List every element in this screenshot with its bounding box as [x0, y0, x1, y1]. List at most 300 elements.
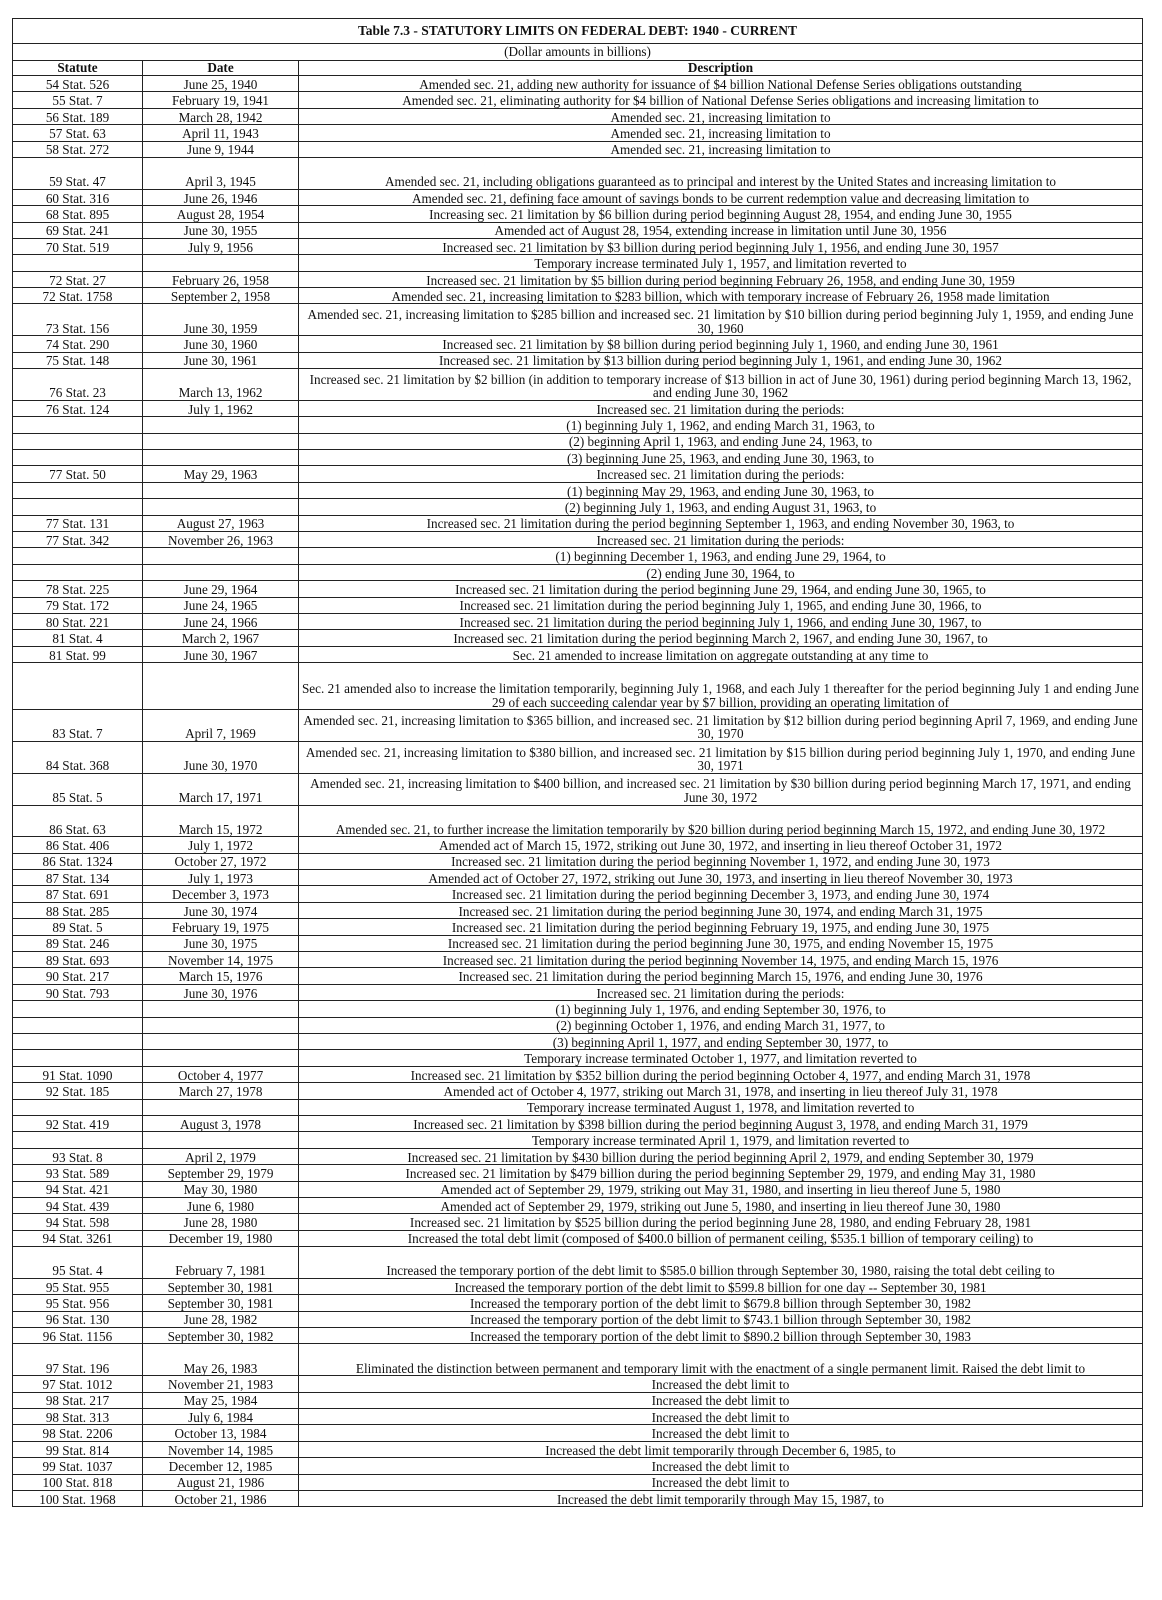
date-cell: May 26, 1983	[143, 1344, 299, 1376]
statute-cell	[13, 1017, 143, 1033]
description-cell: (2) beginning April 1, 1963, and ending June 24, 1963, to	[299, 433, 1143, 449]
table-row	[13, 1376, 1143, 1392]
statute-cell: 96 Stat. 130	[13, 1311, 143, 1327]
date-cell: July 1, 1962	[143, 400, 299, 416]
date-cell: March 15, 1972	[143, 805, 299, 837]
statute-cell: 95 Stat. 956	[13, 1295, 143, 1311]
date-cell: June 28, 1980	[143, 1214, 299, 1230]
description-cell: Increased sec. 21 limitation during the period beginning September 1, 1963, and ending November 30, 1963, to	[299, 515, 1143, 531]
statute-cell: 56 Stat. 189	[13, 108, 143, 124]
date-cell: April 2, 1979	[143, 1148, 299, 1164]
table-row	[13, 548, 1143, 564]
table-row	[13, 1099, 1143, 1115]
statute-cell	[13, 663, 143, 710]
column-header-statute: Statute	[13, 61, 143, 76]
statute-cell: 59 Stat. 47	[13, 157, 143, 189]
table-row	[13, 1066, 1143, 1082]
date-cell: June 30, 1976	[143, 984, 299, 1000]
table-row	[13, 1050, 1143, 1066]
date-cell: November 21, 1983	[143, 1376, 299, 1392]
statute-cell: 94 Stat. 439	[13, 1197, 143, 1213]
table-row	[13, 1328, 1143, 1344]
description-cell: Temporary increase terminated April 1, 1979, and limitation reverted to	[299, 1132, 1143, 1148]
description-cell: Increased the debt limit to	[299, 1376, 1143, 1392]
table-row	[13, 1311, 1143, 1327]
date-cell: March 27, 1978	[143, 1083, 299, 1099]
date-cell: December 12, 1985	[143, 1458, 299, 1474]
table-row	[13, 564, 1143, 580]
table-row	[13, 663, 1143, 710]
table-row	[13, 1474, 1143, 1490]
table-row	[13, 450, 1143, 466]
statute-cell: 90 Stat. 793	[13, 984, 143, 1000]
description-cell: Increased sec. 21 limitation during the period beginning June 30, 1974, and ending March 31, 1975	[299, 902, 1143, 918]
statute-cell	[13, 1099, 143, 1115]
table-row	[13, 417, 1143, 433]
statute-cell: 57 Stat. 63	[13, 125, 143, 141]
table-row	[13, 1392, 1143, 1408]
date-cell: September 2, 1958	[143, 288, 299, 304]
date-cell: September 30, 1982	[143, 1328, 299, 1344]
description-cell: Increased the debt limit temporarily through December 6, 1985, to	[299, 1441, 1143, 1457]
table-row	[13, 499, 1143, 515]
date-cell: June 30, 1959	[143, 304, 299, 336]
statute-cell: 79 Stat. 172	[13, 597, 143, 613]
statute-cell: 84 Stat. 368	[13, 741, 143, 773]
table-row	[13, 304, 1143, 336]
description-cell: Amended sec. 21, including obligations guaranteed as to principal and interest by the United States and increasing limitation to	[299, 157, 1143, 189]
date-cell: November 26, 1963	[143, 531, 299, 547]
table-row	[13, 466, 1143, 482]
description-cell: Increased sec. 21 limitation during the period beginning July 1, 1966, and ending June 30, 1967, to	[299, 613, 1143, 629]
date-cell: August 28, 1954	[143, 206, 299, 222]
date-cell: September 30, 1981	[143, 1295, 299, 1311]
table-row	[13, 805, 1143, 837]
description-cell: Increased sec. 21 limitation by $5 billion during period beginning February 26, 1958, and ending June 30, 1959	[299, 271, 1143, 287]
date-cell: August 27, 1963	[143, 515, 299, 531]
table-row	[13, 206, 1143, 222]
statute-cell: 98 Stat. 217	[13, 1392, 143, 1408]
description-cell: Increased sec. 21 limitation by $430 billion during the period beginning April 2, 1979, and ending September 30, 1979	[299, 1148, 1143, 1164]
statute-cell	[13, 1050, 143, 1066]
statute-cell: 73 Stat. 156	[13, 304, 143, 336]
table-row	[13, 515, 1143, 531]
date-cell: November 14, 1975	[143, 952, 299, 968]
date-cell	[143, 433, 299, 449]
date-cell	[143, 1050, 299, 1066]
description-cell: Increased the debt limit to	[299, 1474, 1143, 1490]
description-cell: Increased sec. 21 limitation by $3 billion during period beginning July 1, 1956, and ending June 30, 1957	[299, 238, 1143, 254]
date-cell: April 3, 1945	[143, 157, 299, 189]
statute-cell: 77 Stat. 342	[13, 531, 143, 547]
statute-cell: 94 Stat. 421	[13, 1181, 143, 1197]
column-header-date: Date	[143, 61, 299, 76]
statute-cell	[13, 433, 143, 449]
date-cell: July 1, 1973	[143, 870, 299, 886]
statute-cell: 95 Stat. 4	[13, 1247, 143, 1279]
statute-cell: 93 Stat. 8	[13, 1148, 143, 1164]
statute-cell: 87 Stat. 691	[13, 886, 143, 902]
table-row	[13, 271, 1143, 287]
date-cell	[143, 1017, 299, 1033]
statute-cell: 89 Stat. 5	[13, 919, 143, 935]
description-cell: (2) beginning October 1, 1976, and ending March 31, 1977, to	[299, 1017, 1143, 1033]
statute-cell	[13, 548, 143, 564]
statute-cell: 100 Stat. 1968	[13, 1490, 143, 1506]
date-cell: July 9, 1956	[143, 238, 299, 254]
description-cell: Increased the temporary portion of the debt limit to $679.8 billion through September 30, 1982	[299, 1295, 1143, 1311]
statute-cell: 85 Stat. 5	[13, 773, 143, 805]
description-cell: (1) beginning May 29, 1963, and ending June 30, 1963, to	[299, 482, 1143, 498]
document-page	[12, 18, 1142, 1507]
statute-cell: 94 Stat. 598	[13, 1214, 143, 1230]
date-cell: June 9, 1944	[143, 141, 299, 157]
description-cell: Increased sec. 21 limitation during the period beginning July 1, 1965, and ending June 30, 1966, to	[299, 597, 1143, 613]
statute-cell: 93 Stat. 589	[13, 1165, 143, 1181]
description-cell: Increased the temporary portion of the debt limit to $890.2 billion through September 30, 1983	[299, 1328, 1143, 1344]
statute-cell: 81 Stat. 99	[13, 646, 143, 662]
statute-cell	[13, 482, 143, 498]
date-cell: February 19, 1975	[143, 919, 299, 935]
description-cell: Amended act of September 29, 1979, striking out June 5, 1980, and inserting in lieu thereof June 30, 1980	[299, 1197, 1143, 1213]
statute-cell	[13, 499, 143, 515]
table-row	[13, 76, 1143, 92]
date-cell: March 15, 1976	[143, 968, 299, 984]
description-cell: Increased the total debt limit (composed of $400.0 billion of permanent ceiling, $535.1 billion of temporary ceiling) to	[299, 1230, 1143, 1246]
description-cell: Increased sec. 21 limitation during the periods:	[299, 466, 1143, 482]
table-row	[13, 1441, 1143, 1457]
description-cell: Sec. 21 amended also to increase the limitation temporarily, beginning July 1, 1968, and each July 1 thereafter for the period beginning July 1 and ending June 29 of each succeeding calendar year by $7 billion, providing an operating limitation of	[299, 663, 1143, 710]
statute-cell	[13, 417, 143, 433]
statute-cell: 87 Stat. 134	[13, 870, 143, 886]
date-cell: June 24, 1965	[143, 597, 299, 613]
statute-cell: 54 Stat. 526	[13, 76, 143, 92]
date-cell: July 1, 1972	[143, 837, 299, 853]
statute-cell: 60 Stat. 316	[13, 189, 143, 205]
statute-cell	[13, 1132, 143, 1148]
description-cell: (2) beginning July 1, 1963, and ending August 31, 1963, to	[299, 499, 1143, 515]
date-cell: March 2, 1967	[143, 630, 299, 646]
table-row	[13, 255, 1143, 271]
table-row	[13, 1197, 1143, 1213]
table-row	[13, 1017, 1143, 1033]
table-row	[13, 189, 1143, 205]
description-cell: Increased sec. 21 limitation by $8 billion during period beginning July 1, 1960, and ending June 30, 1961	[299, 336, 1143, 352]
table-row	[13, 1165, 1143, 1181]
description-cell: Amended sec. 21, eliminating authority for $4 billion of National Defense Series obligations and increasing limitation to	[299, 92, 1143, 108]
table-row	[13, 1115, 1143, 1131]
description-cell: Amended sec. 21, increasing limitation to	[299, 125, 1143, 141]
column-header-description: Description	[299, 61, 1143, 76]
description-cell: Amended act of August 28, 1954, extending increase in limitation until June 30, 1956	[299, 222, 1143, 238]
description-cell: (1) beginning July 1, 1962, and ending March 31, 1963, to	[299, 417, 1143, 433]
statute-cell: 75 Stat. 148	[13, 352, 143, 368]
statute-cell: 94 Stat. 3261	[13, 1230, 143, 1246]
table-body	[13, 76, 1143, 1507]
statute-cell: 96 Stat. 1156	[13, 1328, 143, 1344]
description-cell: Amended sec. 21, adding new authority for issuance of $4 billion National Defense Series obligations outstanding	[299, 76, 1143, 92]
description-cell: Increased the debt limit to	[299, 1409, 1143, 1425]
table-row	[13, 1132, 1143, 1148]
statute-cell: 99 Stat. 1037	[13, 1458, 143, 1474]
description-cell: Increased the debt limit temporarily through May 15, 1987, to	[299, 1490, 1143, 1506]
statute-cell	[13, 255, 143, 271]
description-cell: Amended sec. 21, increasing limitation to	[299, 141, 1143, 157]
description-cell: Increased the debt limit to	[299, 1425, 1143, 1441]
date-cell: June 30, 1970	[143, 741, 299, 773]
date-cell: December 3, 1973	[143, 886, 299, 902]
description-cell: (1) beginning July 1, 1976, and ending September 30, 1976, to	[299, 1001, 1143, 1017]
description-cell: Increased the debt limit to	[299, 1458, 1143, 1474]
table-row	[13, 157, 1143, 189]
date-cell: April 7, 1969	[143, 710, 299, 742]
date-cell: May 29, 1963	[143, 466, 299, 482]
table-row	[13, 952, 1143, 968]
table-title: Table 7.3 - STATUTORY LIMITS ON FEDERAL DEBT: 1940 - CURRENT	[13, 19, 1143, 44]
date-cell	[143, 1132, 299, 1148]
date-cell: September 30, 1981	[143, 1278, 299, 1294]
statute-cell: 78 Stat. 225	[13, 581, 143, 597]
statute-cell: 95 Stat. 955	[13, 1278, 143, 1294]
description-cell: Amended sec. 21, increasing limitation to	[299, 108, 1143, 124]
description-cell: (3) beginning April 1, 1977, and ending September 30, 1977, to	[299, 1033, 1143, 1049]
statute-cell: 72 Stat. 27	[13, 271, 143, 287]
table-row	[13, 125, 1143, 141]
table-row	[13, 1247, 1143, 1279]
statute-cell: 77 Stat. 50	[13, 466, 143, 482]
date-cell	[143, 564, 299, 580]
table-row	[13, 1214, 1143, 1230]
date-cell: February 7, 1981	[143, 1247, 299, 1279]
description-cell: Increased sec. 21 limitation by $398 billion during the period beginning August 3, 1978, and ending March 31, 1979	[299, 1115, 1143, 1131]
date-cell: June 24, 1966	[143, 613, 299, 629]
statute-cell: 92 Stat. 419	[13, 1115, 143, 1131]
table-row	[13, 1409, 1143, 1425]
date-cell: October 4, 1977	[143, 1066, 299, 1082]
table-row	[13, 581, 1143, 597]
table-row	[13, 613, 1143, 629]
table-row	[13, 1230, 1143, 1246]
statute-cell: 58 Stat. 272	[13, 141, 143, 157]
description-cell: Increased the temporary portion of the debt limit to $585.0 billion through September 30, 1980, raising the total debt ceiling to	[299, 1247, 1143, 1279]
date-cell: May 25, 1984	[143, 1392, 299, 1408]
description-cell: Increased sec. 21 limitation during the periods:	[299, 531, 1143, 547]
statute-cell: 76 Stat. 23	[13, 369, 143, 401]
date-cell: November 14, 1985	[143, 1441, 299, 1457]
statute-cell: 72 Stat. 1758	[13, 288, 143, 304]
statute-cell: 90 Stat. 217	[13, 968, 143, 984]
statute-cell: 89 Stat. 246	[13, 935, 143, 951]
description-cell: Increased sec. 21 limitation during the periods:	[299, 400, 1143, 416]
date-cell: May 30, 1980	[143, 1181, 299, 1197]
table-row	[13, 741, 1143, 773]
table-row	[13, 1490, 1143, 1506]
date-cell: June 6, 1980	[143, 1197, 299, 1213]
table-row	[13, 288, 1143, 304]
table-row	[13, 531, 1143, 547]
description-cell: Increased sec. 21 limitation during the period beginning February 19, 1975, and ending June 30, 1975	[299, 919, 1143, 935]
date-cell: August 3, 1978	[143, 1115, 299, 1131]
description-cell: Increased sec. 21 limitation during the period beginning March 15, 1976, and ending June 30, 1976	[299, 968, 1143, 984]
table-row	[13, 336, 1143, 352]
date-cell	[143, 499, 299, 515]
date-cell: June 30, 1975	[143, 935, 299, 951]
date-cell: June 30, 1955	[143, 222, 299, 238]
description-cell: Amended act of March 15, 1972, striking out June 30, 1972, and inserting in lieu thereof October 31, 1972	[299, 837, 1143, 853]
table-row	[13, 886, 1143, 902]
table-row	[13, 773, 1143, 805]
date-cell: October 13, 1984	[143, 1425, 299, 1441]
table-row	[13, 597, 1143, 613]
date-cell: December 19, 1980	[143, 1230, 299, 1246]
description-cell: Amended sec. 21, increasing limitation to $365 billion, and increased sec. 21 limitation by $12 billion during period beginning April 7, 1969, and ending June 30, 1970	[299, 710, 1143, 742]
description-cell: Increased sec. 21 limitation by $352 billion during the period beginning October 4, 1977, and ending March 31, 1978	[299, 1066, 1143, 1082]
statute-cell: 97 Stat. 196	[13, 1344, 143, 1376]
statute-cell: 77 Stat. 131	[13, 515, 143, 531]
table-row	[13, 646, 1143, 662]
date-cell	[143, 1099, 299, 1115]
description-cell: Increased sec. 21 limitation by $2 billion (in addition to temporary increase of $13 billion in act of June 30, 1961) during period beginning March 13, 1962, and ending June 30, 1962	[299, 369, 1143, 401]
date-cell	[143, 255, 299, 271]
statute-cell: 86 Stat. 1324	[13, 853, 143, 869]
date-cell: September 29, 1979	[143, 1165, 299, 1181]
table-row	[13, 1425, 1143, 1441]
table-row	[13, 902, 1143, 918]
date-cell: October 21, 1986	[143, 1490, 299, 1506]
date-cell: June 30, 1960	[143, 336, 299, 352]
date-cell: March 28, 1942	[143, 108, 299, 124]
statute-cell	[13, 1001, 143, 1017]
description-cell: Increased sec. 21 limitation during the period beginning June 29, 1964, and ending June 30, 1965, to	[299, 581, 1143, 597]
date-cell: June 30, 1961	[143, 352, 299, 368]
statute-cell: 99 Stat. 814	[13, 1441, 143, 1457]
table-row	[13, 1148, 1143, 1164]
description-cell: Increased the temporary portion of the debt limit to $599.8 billion for one day -- September 30, 1981	[299, 1278, 1143, 1294]
date-cell: June 29, 1964	[143, 581, 299, 597]
statute-cell: 74 Stat. 290	[13, 336, 143, 352]
description-cell: (2) ending June 30, 1964, to	[299, 564, 1143, 580]
description-cell: Increased the debt limit to	[299, 1392, 1143, 1408]
table-row	[13, 1278, 1143, 1294]
description-cell: Increased sec. 21 limitation by $525 billion during the period beginning June 28, 1980, and ending February 28, 1981	[299, 1214, 1143, 1230]
statute-cell: 86 Stat. 63	[13, 805, 143, 837]
description-cell: Increased sec. 21 limitation by $13 billion during period beginning July 1, 1961, and ending June 30, 1962	[299, 352, 1143, 368]
table-row	[13, 1344, 1143, 1376]
statute-cell	[13, 1033, 143, 1049]
description-cell: Increased sec. 21 limitation during the period beginning November 14, 1975, and ending March 15, 1976	[299, 952, 1143, 968]
statute-cell	[13, 564, 143, 580]
statute-cell: 80 Stat. 221	[13, 613, 143, 629]
date-cell: October 27, 1972	[143, 853, 299, 869]
statute-cell	[13, 450, 143, 466]
table-row	[13, 1083, 1143, 1099]
date-cell	[143, 548, 299, 564]
date-cell	[143, 417, 299, 433]
description-cell: Increased sec. 21 limitation during the period beginning November 1, 1972, and ending June 30, 1973	[299, 853, 1143, 869]
date-cell	[143, 1001, 299, 1017]
table-row	[13, 935, 1143, 951]
statute-cell: 100 Stat. 818	[13, 1474, 143, 1490]
description-cell: Sec. 21 amended to increase limitation on aggregate outstanding at any time to	[299, 646, 1143, 662]
table-row	[13, 1033, 1143, 1049]
date-cell: April 11, 1943	[143, 125, 299, 141]
description-cell: Temporary increase terminated October 1, 1977, and limitation reverted to	[299, 1050, 1143, 1066]
table-row	[13, 919, 1143, 935]
table-row	[13, 400, 1143, 416]
statute-cell: 76 Stat. 124	[13, 400, 143, 416]
table-row	[13, 630, 1143, 646]
date-cell: June 28, 1982	[143, 1311, 299, 1327]
description-cell: Amended sec. 21, to further increase the limitation temporarily by $20 billion during period beginning March 15, 1972, and ending June 30, 1972	[299, 805, 1143, 837]
table-row	[13, 984, 1143, 1000]
table-row	[13, 710, 1143, 742]
statute-cell: 88 Stat. 285	[13, 902, 143, 918]
description-cell: (3) beginning June 25, 1963, and ending June 30, 1963, to	[299, 450, 1143, 466]
description-cell: Increased sec. 21 limitation during the period beginning December 3, 1973, and ending June 30, 1974	[299, 886, 1143, 902]
date-cell: June 30, 1967	[143, 646, 299, 662]
description-cell: Increased sec. 21 limitation during the periods:	[299, 984, 1143, 1000]
statute-cell: 68 Stat. 895	[13, 206, 143, 222]
description-cell: (1) beginning December 1, 1963, and ending June 29, 1964, to	[299, 548, 1143, 564]
table-row	[13, 482, 1143, 498]
description-cell: Amended act of September 29, 1979, striking out May 31, 1980, and inserting in lieu thereof June 5, 1980	[299, 1181, 1143, 1197]
description-cell: Temporary increase terminated August 1, 1978, and limitation reverted to	[299, 1099, 1143, 1115]
statute-cell: 98 Stat. 2206	[13, 1425, 143, 1441]
description-cell: Increased sec. 21 limitation by $479 billion during the period beginning September 29, 1979, and ending May 31, 1980	[299, 1165, 1143, 1181]
description-cell: Temporary increase terminated July 1, 1957, and limitation reverted to	[299, 255, 1143, 271]
date-cell: June 26, 1946	[143, 189, 299, 205]
table-row	[13, 141, 1143, 157]
statute-cell: 92 Stat. 185	[13, 1083, 143, 1099]
statute-cell: 55 Stat. 7	[13, 92, 143, 108]
date-cell: March 13, 1962	[143, 369, 299, 401]
statute-cell: 81 Stat. 4	[13, 630, 143, 646]
description-cell: Amended sec. 21, increasing limitation to $400 billion, and increased sec. 21 limitation by $30 billion during period beginning March 17, 1971, and ending June 30, 1972	[299, 773, 1143, 805]
table-row	[13, 1001, 1143, 1017]
date-cell: February 19, 1941	[143, 92, 299, 108]
table-row	[13, 968, 1143, 984]
date-cell: June 30, 1974	[143, 902, 299, 918]
table-row	[13, 1181, 1143, 1197]
statute-cell: 98 Stat. 313	[13, 1409, 143, 1425]
statute-cell: 89 Stat. 693	[13, 952, 143, 968]
description-cell: Increasing sec. 21 limitation by $6 billion during period beginning August 28, 1954, and ending June 30, 1955	[299, 206, 1143, 222]
statute-cell: 83 Stat. 7	[13, 710, 143, 742]
table-row	[13, 222, 1143, 238]
table-row	[13, 352, 1143, 368]
statute-cell: 69 Stat. 241	[13, 222, 143, 238]
table-row	[13, 853, 1143, 869]
description-cell: Increased sec. 21 limitation during the period beginning June 30, 1975, and ending November 15, 1975	[299, 935, 1143, 951]
date-cell	[143, 1033, 299, 1049]
table-row	[13, 369, 1143, 401]
description-cell: Amended sec. 21, increasing limitation to $285 billion and increased sec. 21 limitation by $10 billion during period beginning July 1, 1959, and ending June 30, 1960	[299, 304, 1143, 336]
table-row	[13, 1295, 1143, 1311]
table-row	[13, 238, 1143, 254]
table-row	[13, 433, 1143, 449]
description-cell: Amended act of October 4, 1977, striking out March 31, 1978, and inserting in lieu thereof July 31, 1978	[299, 1083, 1143, 1099]
date-cell: March 17, 1971	[143, 773, 299, 805]
statute-cell: 91 Stat. 1090	[13, 1066, 143, 1082]
statutory-limits-table	[12, 18, 1143, 1507]
date-cell	[143, 482, 299, 498]
table-subtitle: (Dollar amounts in billions)	[13, 44, 1143, 61]
description-cell: Increased sec. 21 limitation during the period beginning March 2, 1967, and ending June 30, 1967, to	[299, 630, 1143, 646]
statute-cell: 86 Stat. 406	[13, 837, 143, 853]
statute-cell: 70 Stat. 519	[13, 238, 143, 254]
date-cell: June 25, 1940	[143, 76, 299, 92]
table-row	[13, 870, 1143, 886]
